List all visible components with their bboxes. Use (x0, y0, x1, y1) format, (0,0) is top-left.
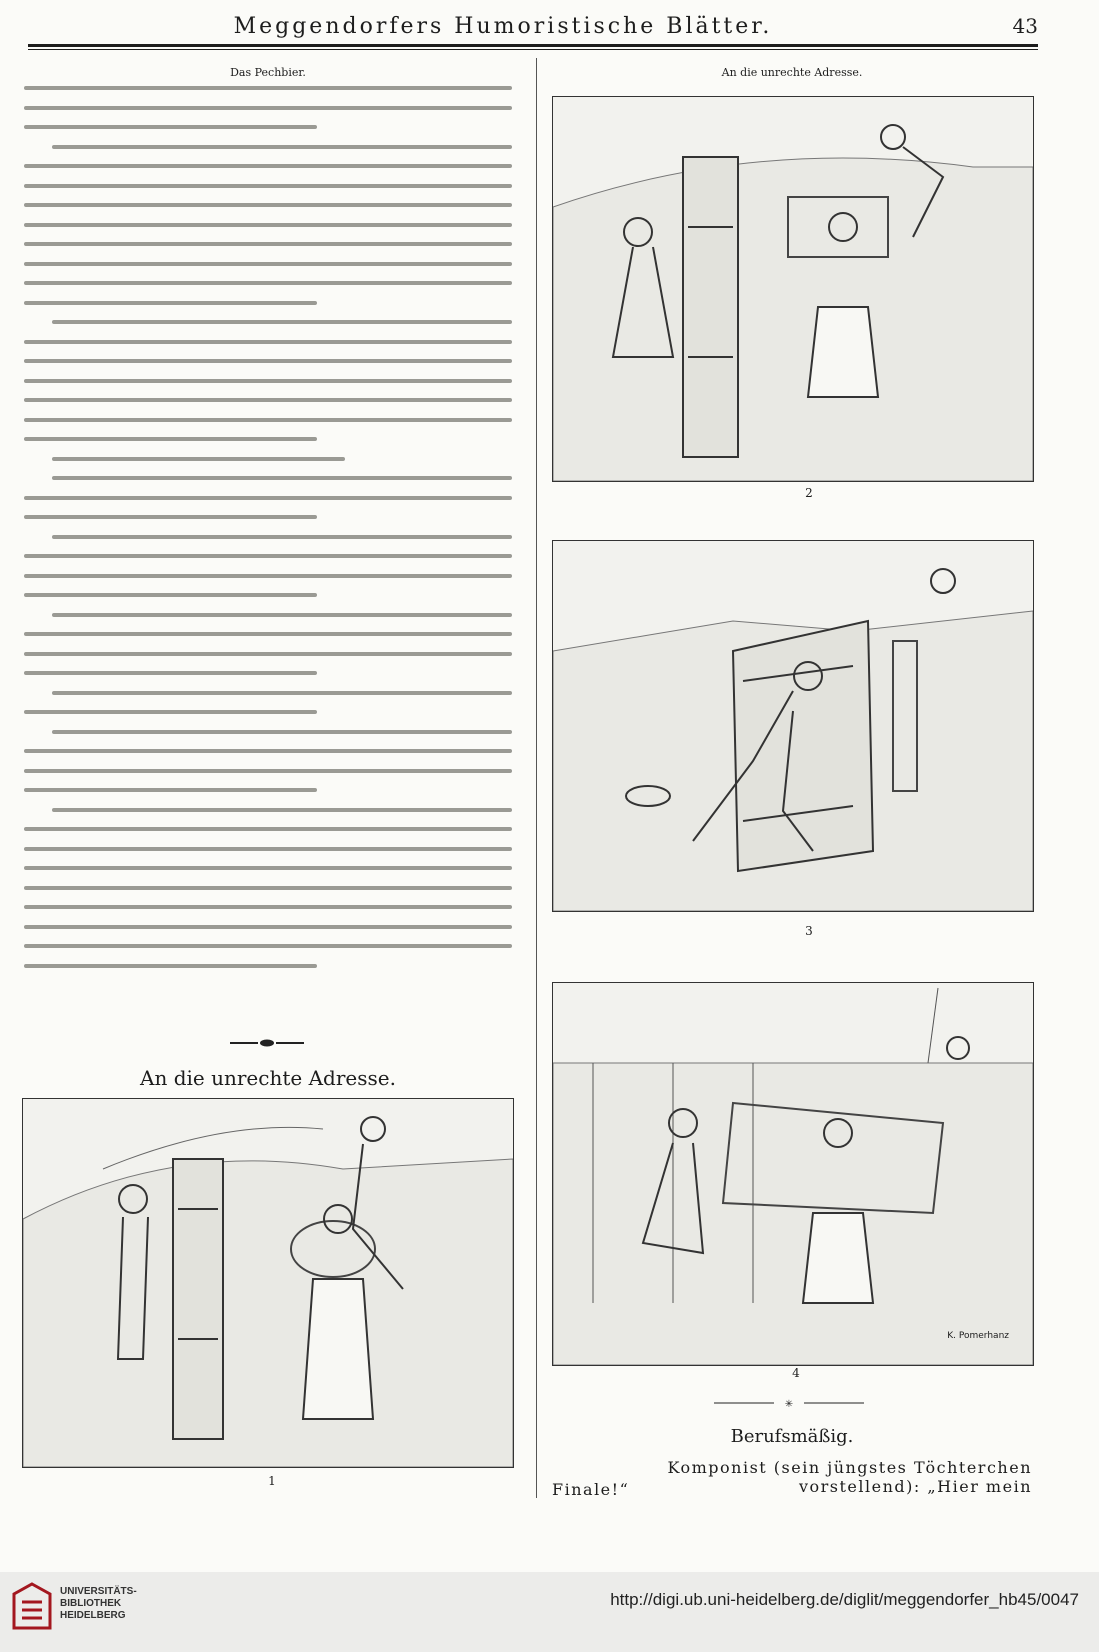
section-title: Berufsmäßig. (730, 1426, 854, 1447)
text-line-placeholder (24, 281, 512, 285)
text-line-placeholder (24, 398, 512, 402)
footer-bar (0, 1572, 1099, 1652)
text-line-placeholder (24, 632, 512, 636)
text-line-placeholder (24, 925, 512, 929)
text-line-placeholder (52, 145, 512, 149)
story-text-placeholder (24, 86, 512, 1006)
text-line-placeholder (24, 125, 317, 129)
text-line-placeholder (52, 691, 512, 695)
text-line-placeholder (24, 671, 317, 675)
text-line-placeholder (24, 964, 317, 968)
text-line-placeholder (24, 847, 512, 851)
text-line-placeholder (52, 730, 512, 734)
text-line-placeholder (24, 866, 512, 870)
text-line-placeholder (24, 164, 512, 168)
text-line-placeholder (24, 301, 317, 305)
panel-1-number: 1 (268, 1474, 276, 1488)
text-line-placeholder (52, 535, 512, 539)
text-line-placeholder (24, 515, 317, 519)
page-number: 43 (1012, 14, 1038, 38)
text-line-placeholder (24, 788, 317, 792)
panel-4-number: 4 (792, 1366, 800, 1380)
text-line-placeholder (24, 418, 512, 422)
text-line-placeholder (24, 106, 512, 110)
illustration-panel-4 (552, 982, 1034, 1366)
library-name-text: UNIVERSITÄTS- BIBLIOTHEK HEIDELBERG (60, 1586, 137, 1621)
column-divider (536, 58, 537, 1498)
header-rule-thin (28, 49, 1038, 50)
left-running-head: Das Pechbier. (230, 66, 306, 79)
text-line-placeholder (24, 769, 512, 773)
text-line-placeholder (52, 808, 512, 812)
text-line-placeholder (24, 905, 512, 909)
section-ornament (230, 1038, 304, 1048)
header-rule (28, 44, 1038, 47)
text-line-placeholder (24, 574, 512, 578)
text-line-placeholder (24, 379, 512, 383)
text-line-placeholder (24, 340, 512, 344)
text-line-placeholder (24, 710, 317, 714)
source-url-link[interactable]: http://digi.ub.uni-heidelberg.de/diglit/meggendorfer_hb45/0047 (610, 1590, 1079, 1609)
text-line-placeholder (24, 827, 512, 831)
illustration-panel-1 (22, 1098, 514, 1468)
text-line-placeholder (24, 749, 512, 753)
text-line-placeholder (52, 476, 512, 480)
journal-title: Meggendorfers Humoristische Blätter. (233, 14, 773, 39)
text-line-placeholder (24, 652, 512, 656)
text-line-placeholder (24, 242, 512, 246)
svg-text:✳: ✳ (784, 1399, 794, 1408)
artist-signature: K. Pomerhanz (947, 1331, 1009, 1341)
library-logo-icon (12, 1582, 52, 1630)
page-header (28, 14, 1038, 40)
text-line-placeholder (52, 457, 345, 461)
section-divider (714, 1398, 864, 1408)
text-line-placeholder (24, 359, 512, 363)
text-line-placeholder (24, 437, 317, 441)
panel-3-number: 3 (805, 924, 813, 938)
text-line-placeholder (24, 944, 512, 948)
joke-line-2: Finale!“ (552, 1480, 630, 1499)
text-line-placeholder (24, 554, 512, 558)
panel-2-number: 2 (805, 486, 813, 500)
library-name (60, 1586, 137, 1622)
joke-line-1: Komponist (sein jüngstes Töchterchen vorstellend): „Hier mein (667, 1458, 1032, 1496)
text-line-placeholder (24, 496, 512, 500)
text-line-placeholder (24, 86, 512, 90)
text-line-placeholder (24, 223, 512, 227)
text-line-placeholder (24, 203, 512, 207)
article-title: An die unrechte Adresse. (140, 1066, 396, 1090)
text-line-placeholder (24, 184, 512, 188)
text-line-placeholder (24, 262, 512, 266)
right-running-head: An die unrechte Adresse. (721, 66, 863, 79)
text-line-placeholder (52, 613, 512, 617)
text-line-placeholder (24, 593, 317, 597)
illustration-panel-2 (552, 96, 1034, 482)
illustration-panel-3 (552, 540, 1034, 912)
text-line-placeholder (52, 320, 512, 324)
text-line-placeholder (24, 886, 512, 890)
